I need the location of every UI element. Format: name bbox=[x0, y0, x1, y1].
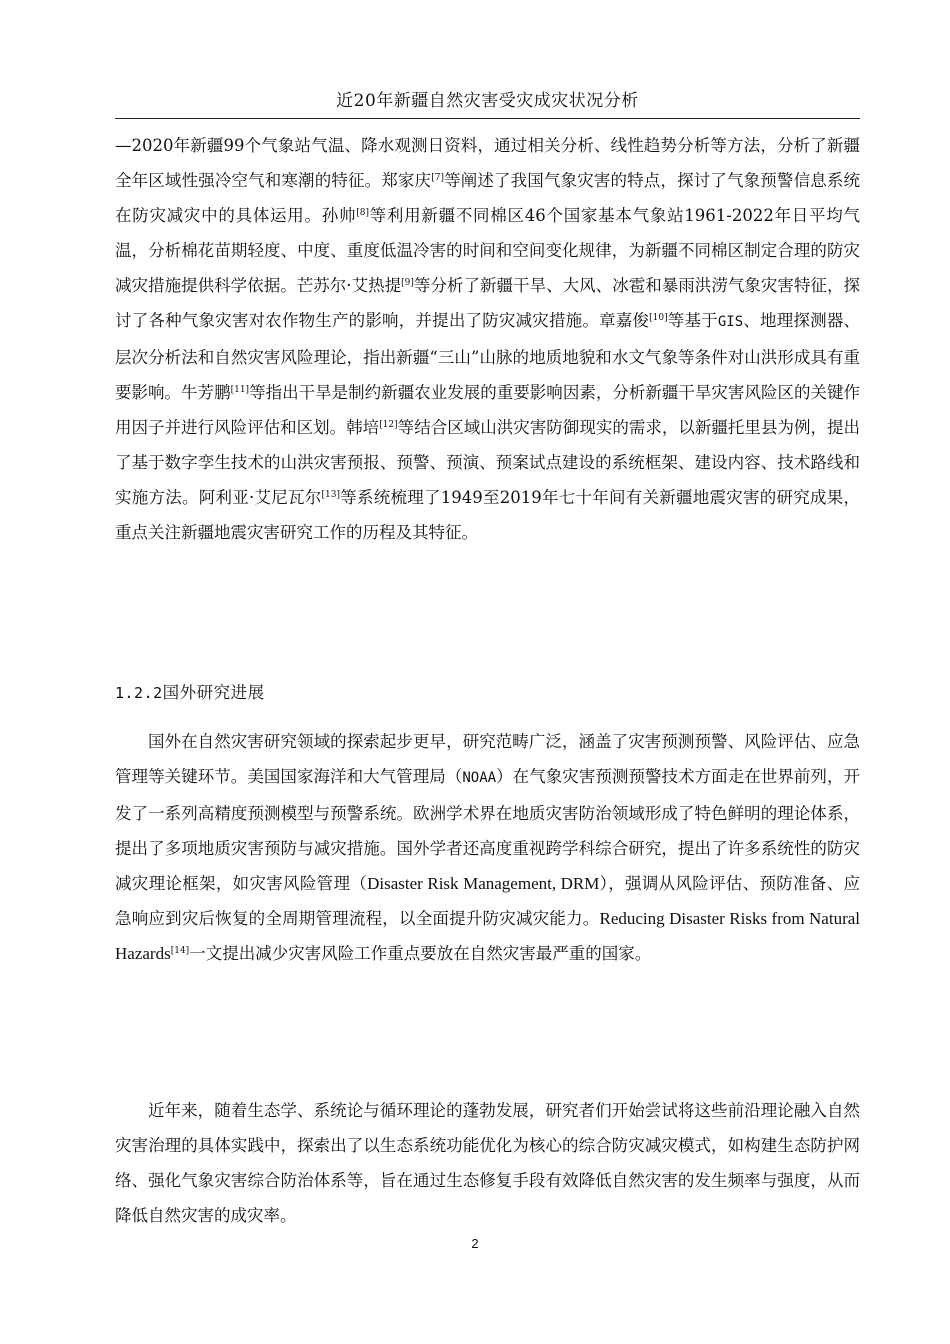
page-number: 2 bbox=[471, 1236, 479, 1251]
citation-10: [10] bbox=[649, 313, 668, 323]
paragraph-text: 一文提出减少灾害风险工作重点要放在自然灾害最严重的国家。 bbox=[189, 944, 652, 963]
paragraph-text: 等指出干旱是制约新疆农业发展的重要影响因素，分析新疆干旱灾害风险区的关键作用因子并进行风险评估和区划。韩培 bbox=[115, 383, 861, 437]
paragraph-text: 等系统梳理了1949至2019年七十年间有关新疆地震灾害的研究成果，重点关注新疆地震灾害研究工作的历程及其特征。 bbox=[115, 488, 861, 542]
paragraph-text: —2020年新疆99个气象站气温、降水观测日资料，通过相关分析、线性趋势分析等方法，分析了新疆全年区域性强冷空气和寒潮的特征。郑家庆 bbox=[115, 136, 860, 190]
citation-9: [9] bbox=[401, 278, 414, 288]
drm-term: Disaster Risk Management, DRM bbox=[367, 874, 600, 893]
paragraph-text: 国外在自然灾害研究领域的探索起步更早，研究范畴广泛，涵盖了灾害预测预警、风险评估、应急管理等关键环节。美国国家海洋和大气管理局（ bbox=[115, 732, 860, 786]
citation-8: [8] bbox=[356, 208, 369, 218]
paragraph-text: 等阐述了我国气象灾害的特点，探讨了气象预警信息系统在防灾减灾中的具体运用。孙帅 bbox=[115, 171, 861, 225]
cited-work-title: Reducing Disaster Risks from Natural Hazards bbox=[115, 909, 860, 963]
citation-13: [13] bbox=[321, 490, 340, 500]
citation-12: [12] bbox=[379, 420, 398, 430]
paragraph-text: 等结合区域山洪灾害防御现实的需求，以新疆托里县为例，提出了基于数字孪生技术的山洪灾害预报、预警、预演、预案试点建设的系统框架、建设内容、技术路线和实施方法。阿利亚·艾尼瓦尔 bbox=[115, 418, 860, 507]
citation-14: [14] bbox=[170, 946, 190, 956]
citation-7: [7] bbox=[431, 173, 444, 183]
section-number: 1.2.2 bbox=[115, 684, 163, 702]
section-heading bbox=[115, 680, 265, 706]
noaa-term: NOAA bbox=[462, 770, 497, 786]
paragraph-text: 等基于 bbox=[667, 311, 718, 330]
paragraph-text: 等分析了新疆干旱、大风、冰雹和暴雨洪涝气象灾害特征，探讨了各种气象灾害对农作物生产的影响，并提出了防灾减灾措施。章嘉俊 bbox=[115, 276, 861, 330]
section-title: 国外研究进展 bbox=[162, 683, 265, 702]
paragraph-text: 近年来，随着生态学、系统论与循环理论的蓬勃发展，研究者们开始尝试将这些前沿理论融入自然灾害治理的具体实践中，探索出了以生态系统功能优化为核心的综合防灾减灾模式，如构建生态防护网络、强化气象灾害综合防治体系等，旨在通过生态修复手段有效降低自然灾害的发生频率与强度，从而降低自然灾害的成灾率。 bbox=[115, 1101, 860, 1225]
paragraph-text: ）在气象灾害预测预警技术方面走在世界前列，开发了一系列高精度预测模型与预警系统。欧洲学术界在地质灾害防治领域形成了特色鲜明的理论体系，提出了多项地质灾害预防与减灾措施。国外学者还高度重视跨学科综合研究，提出了许多系统性的防灾减灾理论框架，如灾害风险管理（ bbox=[115, 767, 861, 893]
paragraph-text: 、地理探测器、层次分析法和自然灾害风险理论，指出新疆“三山”山脉的地质地貌和水文气象等条件对山洪形成具有重要影响。牛芳鹏 bbox=[115, 311, 861, 402]
paragraph-domestic-research bbox=[115, 128, 860, 550]
running-header bbox=[115, 88, 860, 119]
paragraph-foreign-research bbox=[115, 724, 860, 971]
paragraph-text: ），强调从风险评估、预防准备、应急响应到灾后恢复的全周期管理流程，以全面提升防灾减灾能力。 bbox=[115, 874, 861, 928]
paragraph-ecological-approach bbox=[115, 1093, 860, 1233]
paragraph-text: 等利用新疆不同棉区46个国家基本气象站1961-2022年日平均气温，分析棉花苗期轻度、中度、重度低温冷害的时间和空间变化规律，为新疆不同棉区制定合理的防灾减灾措施提供科学依据。芒苏尔·艾热提 bbox=[115, 206, 860, 295]
gis-term: GIS bbox=[717, 314, 744, 330]
running-header-title: 近20年新疆自然灾害受灾成灾状况分析 bbox=[336, 91, 639, 111]
citation-11: [11] bbox=[230, 385, 250, 395]
